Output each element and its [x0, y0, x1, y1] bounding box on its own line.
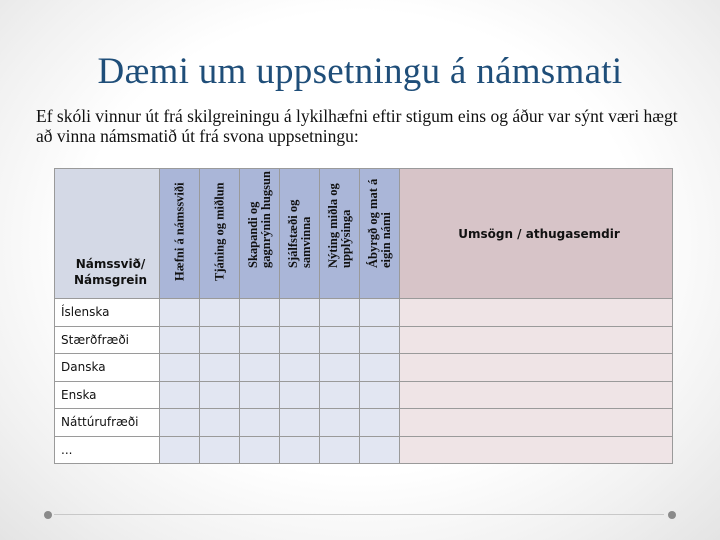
table-cell[interactable]	[320, 436, 360, 464]
footer-divider	[54, 514, 664, 515]
row-subject: Danska	[55, 354, 160, 382]
table-cell[interactable]	[240, 299, 280, 327]
table-cell[interactable]	[360, 436, 400, 464]
table-cell[interactable]	[320, 381, 360, 409]
row-subject: ...	[55, 436, 160, 464]
footer-dot-left	[44, 511, 52, 519]
table-cell[interactable]	[200, 326, 240, 354]
table-cell[interactable]	[320, 409, 360, 437]
table-cell[interactable]	[360, 381, 400, 409]
comment-cell[interactable]	[400, 299, 673, 327]
slide-title: Dæmi um uppsetningu á námsmati	[97, 51, 623, 92]
table-cell[interactable]	[360, 354, 400, 382]
table-cell[interactable]	[240, 409, 280, 437]
row-subject: Stærðfræði	[55, 326, 160, 354]
table-cell[interactable]	[280, 354, 320, 382]
header-column	[160, 169, 200, 299]
header-column-label: Skapandi og gagnrýnin hugsun	[245, 171, 273, 268]
table-cell[interactable]	[240, 326, 280, 354]
table-row	[55, 354, 673, 382]
comment-cell[interactable]	[400, 436, 673, 464]
table-cell[interactable]	[280, 299, 320, 327]
table-cell[interactable]	[160, 326, 200, 354]
assessment-table	[54, 168, 673, 464]
header-column	[360, 169, 400, 299]
table-row	[55, 409, 673, 437]
table-cell[interactable]	[320, 299, 360, 327]
comment-cell[interactable]	[400, 381, 673, 409]
table-cell[interactable]	[240, 381, 280, 409]
table-cell[interactable]	[280, 326, 320, 354]
header-column-label: Tjáning og miðlun	[212, 182, 226, 281]
header-column	[280, 169, 320, 299]
footer-dot-right	[668, 511, 676, 519]
comment-cell[interactable]	[400, 409, 673, 437]
comment-cell[interactable]	[400, 354, 673, 382]
table-cell[interactable]	[200, 354, 240, 382]
row-subject: Íslenska	[55, 299, 160, 327]
table-cell[interactable]	[320, 354, 360, 382]
row-subject: Náttúrufræði	[55, 409, 160, 437]
table-cell[interactable]	[240, 436, 280, 464]
table-cell[interactable]	[360, 326, 400, 354]
header-column	[240, 169, 280, 299]
table-header-row	[55, 169, 673, 299]
table-cell[interactable]	[280, 436, 320, 464]
table-cell[interactable]	[240, 354, 280, 382]
table-cell[interactable]	[280, 409, 320, 437]
table-cell[interactable]	[360, 409, 400, 437]
header-column-label: Sjálfstæði og samvinna	[285, 199, 313, 268]
table-cell[interactable]	[160, 354, 200, 382]
table-cell[interactable]	[160, 409, 200, 437]
table-cell[interactable]	[200, 381, 240, 409]
table-cell[interactable]	[280, 381, 320, 409]
header-comments	[400, 169, 673, 299]
header-subject-label: Námssvið/ Námsgrein	[73, 257, 148, 287]
table-row	[55, 299, 673, 327]
header-column-label: Hæfni á námssviði	[172, 182, 186, 281]
table-cell[interactable]	[160, 436, 200, 464]
table-row	[55, 326, 673, 354]
slide-subtitle: Ef skóli vinnur út frá skilgreiningu á lykilhæfni eftir stigum eins og áður var sýnt væri hægt að vinna námsmatið út frá svona uppsetningu:	[36, 106, 678, 146]
table-cell[interactable]	[200, 299, 240, 327]
header-column-label: Ábyrgð og mat á eigin námi	[365, 178, 393, 268]
table-cell[interactable]	[200, 436, 240, 464]
header-column	[320, 169, 360, 299]
header-column-label: Nýting miðla og upplýsinga	[325, 183, 353, 268]
header-column	[200, 169, 240, 299]
header-comments-label: Umsögn / athugasemdir	[458, 226, 620, 241]
comment-cell[interactable]	[400, 326, 673, 354]
header-subject	[55, 169, 160, 299]
table-row	[55, 381, 673, 409]
table-cell[interactable]	[360, 299, 400, 327]
table-cell[interactable]	[160, 299, 200, 327]
table-cell[interactable]	[320, 326, 360, 354]
table-row	[55, 436, 673, 464]
table-cell[interactable]	[200, 409, 240, 437]
row-subject: Enska	[55, 381, 160, 409]
table-cell[interactable]	[160, 381, 200, 409]
